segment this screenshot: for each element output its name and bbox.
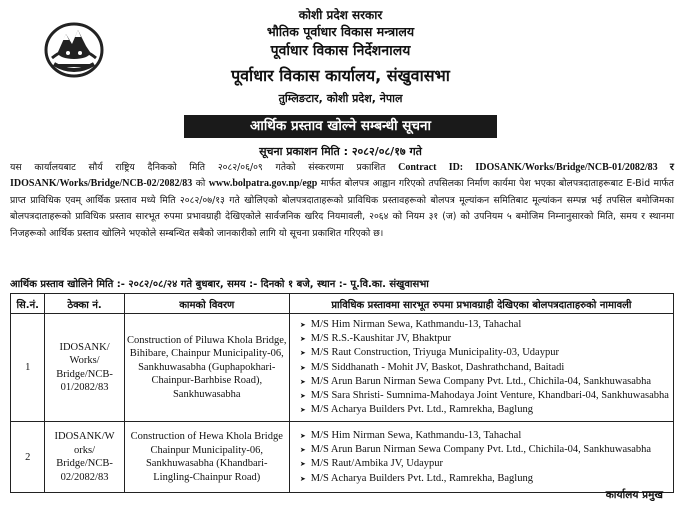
row-bidders-list (289, 422, 673, 493)
body-part-1: यस कार्यालयबाट सौर्य राष्ट्रिय दैनिकको मिति २०८२/०६/०९ गतेको संस्करणमा प्रकाशित (10, 162, 399, 173)
header-sn: सि.नं. (11, 294, 45, 314)
bidder-item (300, 457, 669, 471)
body-part-2: को (192, 178, 209, 190)
notice-title: आर्थिक प्रस्ताव खोल्ने सम्बन्धी सूचना (184, 115, 497, 138)
row-sn: 1 (11, 314, 45, 422)
bidder-name: M/S Sara Shristi- Sumnima-Mahodaya Joint Venture, Khandbari-04, Sankhuwasabha (310, 390, 669, 402)
bidder-name: M/S Acharya Builders Pvt. Ltd., Ramrekha, Baglung (310, 472, 533, 484)
row-work-description: Construction of Piluwa Khola Bridge, Bihibare, Chainpur Municipality-06, Sankhuwasabha (Guphapokhari-Chainpur-Barhbise Road), Sankhuwasabha (124, 314, 289, 422)
bidder-item (300, 403, 669, 417)
arrow-bullet-icon: ➤ (299, 432, 306, 441)
bidder-name: M/S Raut/Ambika JV, Udaypur (310, 458, 443, 470)
arrow-bullet-icon: ➤ (299, 349, 306, 358)
bidder-item (300, 443, 669, 457)
bidder-name: M/S R.S.-Kaushitar JV, Bhaktpur (310, 333, 452, 345)
arrow-bullet-icon: ➤ (299, 392, 306, 401)
office-name: पूर्वाधार विकास कार्यालय, संखुवासभा (231, 66, 450, 85)
directorate-name: पूर्वाधार विकास निर्देशनालय (270, 43, 411, 59)
bidder-name: M/S Arun Barun Nirman Sewa Company Pvt. Ltd., Chichila-04, Sankhuwasabha (310, 444, 652, 456)
office-address: तुम्लिङटार, कोशी प्रदेश, नेपाल (278, 92, 403, 105)
bidder-item (300, 389, 669, 403)
bidder-name: M/S Arun Barun Nirman Sewa Company Pvt. Ltd., Chichila-04, Sankhuwasabha (310, 375, 652, 387)
row-work-description: Construction of Hewa Khola Bridge Chainpur Municipality-06, Sankhuwasabha (Khandbari-Lingling-Chainpur Road) (124, 422, 289, 493)
table-row (11, 422, 674, 493)
row-contract-no: IDOSANK/ Works/ Bridge/NCB- 01/2082/83 (45, 314, 124, 422)
header-contract-no: ठेक्का नं. (45, 294, 124, 314)
arrow-bullet-icon: ➤ (299, 335, 306, 344)
arrow-bullet-icon: ➤ (299, 377, 306, 386)
arrow-bullet-icon: ➤ (299, 321, 306, 329)
bidder-item (300, 472, 669, 486)
bidder-item (300, 429, 669, 443)
bidder-item (300, 318, 669, 332)
row-sn: 2 (11, 422, 45, 493)
bidders-table (10, 293, 674, 493)
contract-ids: Contract ID: IDOSANK/Works/Bridge/NCB-01/2082/83 र IDOSANK/Works/Bridge/NCB-02/2082/83 (10, 162, 674, 190)
row-contract-no: IDOSANK/W orks/ Bridge/NCB- 02/2082/83 (45, 422, 124, 493)
province-government: कोशी प्रदेश सरकार (298, 8, 383, 22)
row-bidders-list (289, 314, 673, 422)
table-row (11, 314, 674, 422)
body-part-3: मार्फत बोलपत्र आह्वान गरिएको तपसिलका निर्माण कार्यमा पेश भएका बोलपत्रदाताहरूबाट E-Bid मार्फत प्राप्त प्राविधिक एवम् आर्थिक प्रस्ताव मध्ये मिति २०८२/०७/१३ गते खोलिएको बोलपत्रदाताहरूको प्राविधिक प्रस्तावहरूको बोलपत्र मूल्यांकन समितिबाट मूल्यांकन सम्पन्न भई तपसिल बमोजिमका बोलपत्रदाताहरूको प्राविधिक प्रस्ताव सारभूत रुपमा प्रभावग्राही देखिएकोले सार्वजनिक खरिद नियमावली, २०६४ को नियम ३१ (ज) को उपनियम ५ बमोजिम निम्नानुसारको मिति, समय र स्थानमा निजहरूको आर्थिक प्रस्ताव खोलिने भएकोले सम्बन्धित सबैको जानकारीको लागि यो सूचना प्रकाशित गरिएको छ। (10, 178, 674, 239)
arrow-bullet-icon: ➤ (299, 474, 306, 483)
bidder-item (300, 375, 669, 389)
office-chief-signature: कार्यालय प्रमुख (605, 489, 663, 501)
arrow-bullet-icon: ➤ (299, 406, 306, 415)
opening-date-line: आर्थिक प्रस्ताव खोलिने मिति :- २०८२/०८/२४ गते बुधबार, समय :- दिनको १ बजे, स्थान :- पू.वि.का. संखुवासभा (10, 279, 429, 290)
ministry-name: भौतिक पूर्वाधार विकास मन्त्रालय (266, 24, 415, 39)
table-header-row (11, 294, 674, 314)
bidder-item (300, 346, 669, 360)
arrow-bullet-icon: ➤ (299, 446, 306, 455)
bidder-name: M/S Acharya Builders Pvt. Ltd., Ramrekha, Baglung (310, 404, 533, 416)
website-link[interactable]: www.bolpatra.gov.np/egp (208, 178, 318, 190)
notice-body (10, 160, 674, 242)
header-work-description: कामको विवरण (124, 294, 289, 314)
bidder-item (300, 361, 669, 375)
header-bidders: प्राविधिक प्रस्तावमा सारभूत रुपमा प्रभावग्राही देखिएका बोलपत्रदाताहरुको नामावली (289, 294, 673, 314)
bidder-name: M/S Him Nirman Sewa, Kathmandu-13, Tahachal (310, 430, 522, 442)
bidder-name: M/S Siddhanath - Mohit JV, Baskot, Dashrathchand, Baitadi (310, 361, 565, 373)
arrow-bullet-icon: ➤ (299, 363, 306, 372)
publication-date: सूचना प्रकाशन मिति : २०८२/०८/१७ गते (259, 145, 422, 158)
bidder-name: M/S Him Nirman Sewa, Kathmandu-13, Tahachal (310, 319, 522, 330)
bidder-item (300, 332, 669, 346)
arrow-bullet-icon: ➤ (299, 460, 306, 469)
bidder-name: M/S Raut Construction, Triyuga Municipality-03, Udaypur (310, 347, 559, 359)
